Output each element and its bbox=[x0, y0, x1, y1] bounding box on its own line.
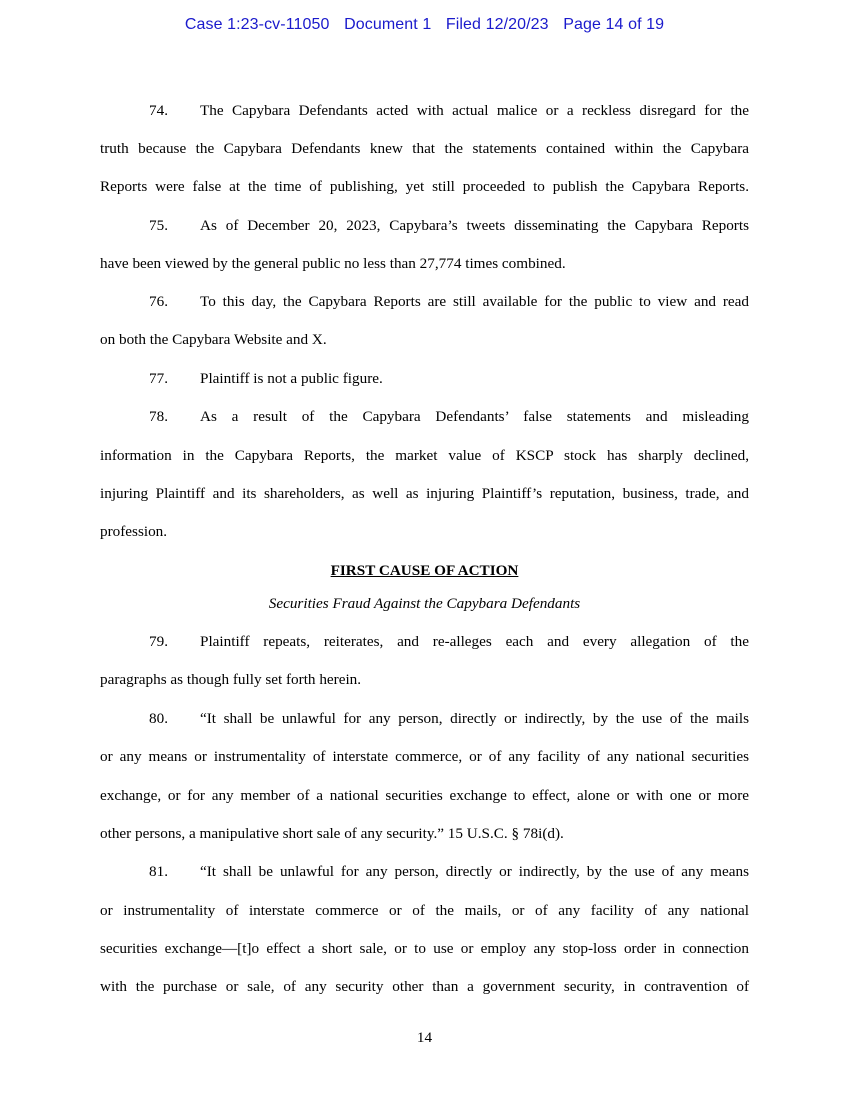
page-number: 14 bbox=[416, 1029, 433, 1046]
filed-date: Filed 12/20/23 bbox=[445, 16, 549, 33]
paragraph-80-line-3: exchange, or for any member of a national securities exchange to effect, alone or with one or more bbox=[100, 787, 749, 804]
page-indicator: Page 14 of 19 bbox=[563, 16, 665, 33]
paragraph-number: 79. bbox=[149, 633, 168, 650]
section-subheading: Securities Fraud Against the Capybara Defendants bbox=[268, 595, 581, 612]
paragraph-81-line-1: 81. “It shall be unlawful for any person, directly or indirectly, by the use of any means bbox=[100, 862, 749, 882]
paragraph-78-line-2: information in the Capybara Reports, the market value of KSCP stock has sharply declined, bbox=[100, 447, 749, 464]
paragraph-75-line-2: have been viewed by the general public no less than 27,774 times combined. bbox=[100, 255, 566, 272]
paragraph-80-line-4: other persons, a manipulative short sale of any security.” 15 U.S.C. § 78i(d). bbox=[100, 825, 564, 842]
paragraph-81-line-4: with the purchase or sale, of any security other than a government security, in contravention of bbox=[100, 978, 749, 995]
paragraph-79-line-1: 79. Plaintiff repeats, reiterates, and re-alleges each and every allegation of the bbox=[100, 632, 749, 652]
paragraph-number: 78. bbox=[149, 408, 168, 425]
paragraph-number: 81. bbox=[149, 863, 168, 880]
paragraph-79-line-2: paragraphs as though fully set forth herein. bbox=[100, 671, 362, 688]
paragraph-number: 77. bbox=[149, 370, 168, 387]
paragraph-76-line-1: 76. To this day, the Capybara Reports are still available for the public to view and read bbox=[100, 292, 749, 312]
paragraph-number: 76. bbox=[149, 293, 168, 310]
paragraph-78-line-3: injuring Plaintiff and its shareholders, as well as injuring Plaintiff’s reputation, business, trade, and bbox=[100, 485, 749, 502]
paragraph-number: 75. bbox=[149, 217, 168, 234]
document-number: Document 1 bbox=[344, 16, 432, 33]
paragraph-74-line-3: Reports were false at the time of publishing, yet still proceeded to publish the Capybara Reports. bbox=[100, 178, 749, 195]
case-number: Case 1:23-cv-11050 bbox=[184, 16, 330, 33]
case-header bbox=[0, 16, 849, 34]
paragraph-80-line-2: or any means or instrumentality of interstate commerce, or of any facility of any national securities bbox=[100, 748, 749, 765]
paragraph-80-line-1: 80. “It shall be unlawful for any person, directly or indirectly, by the use of the mails bbox=[100, 709, 749, 729]
paragraph-78-line-4: profession. bbox=[100, 523, 168, 540]
paragraph-77-line-1: 77. Plaintiff is not a public figure. bbox=[100, 369, 749, 389]
paragraph-76-line-2: on both the Capybara Website and X. bbox=[100, 331, 327, 348]
paragraph-81-line-3: securities exchange—[t]o effect a short sale, or to use or employ any stop-loss order in connection bbox=[100, 940, 749, 957]
paragraph-number: 74. bbox=[149, 102, 168, 119]
paragraph-78-line-1: 78. As a result of the Capybara Defendants’ false statements and misleading bbox=[100, 407, 749, 427]
paragraph-number: 80. bbox=[149, 710, 168, 727]
paragraph-75-line-1: 75. As of December 20, 2023, Capybara’s tweets disseminating the Capybara Reports bbox=[100, 216, 749, 236]
paragraph-74-line-2: truth because the Capybara Defendants knew that the statements contained within the Capybara bbox=[100, 140, 749, 157]
section-heading: FIRST CAUSE OF ACTION bbox=[330, 562, 519, 579]
paragraph-81-line-2: or instrumentality of interstate commerce or of the mails, or of any facility of any national bbox=[100, 902, 749, 919]
paragraph-74-line-1: 74. The Capybara Defendants acted with actual malice or a reckless disregard for the bbox=[100, 101, 749, 121]
